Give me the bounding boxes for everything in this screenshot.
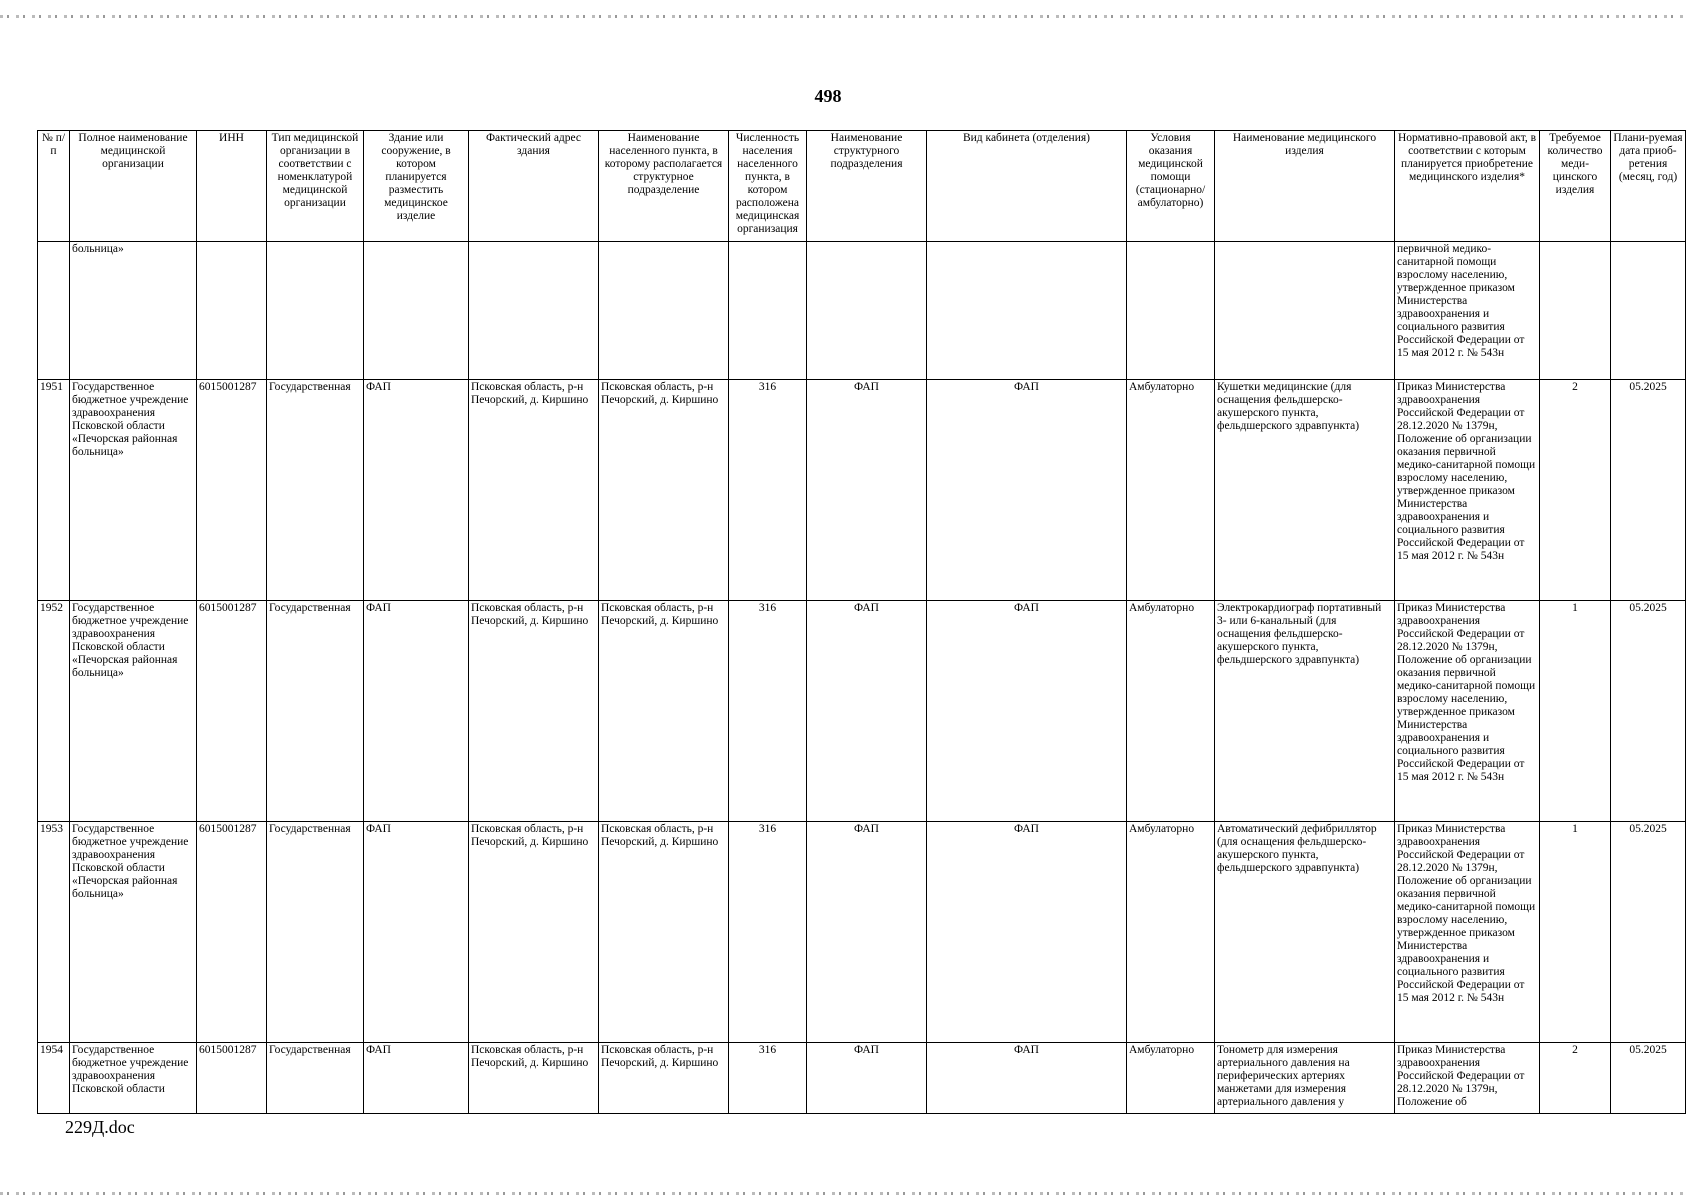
- cell-qty: 1: [1540, 601, 1611, 822]
- cell-org: Государственное бюджетное учреждение здравоохранения Псковской области «Печорская районная больница»: [70, 380, 197, 601]
- header-address: Фактический адрес здания: [469, 131, 599, 242]
- table-row: [38, 822, 1686, 1043]
- cell-num: 1954: [38, 1043, 70, 1114]
- cell-locality: Псковская область, р-н Печорский, д. Киршино: [599, 601, 729, 822]
- cell-date: 05.2025: [1611, 601, 1686, 822]
- header-unit: Наименование структурного подразделения: [807, 131, 927, 242]
- cell-qty: 2: [1540, 1043, 1611, 1114]
- header-device: Наименование медицинского изделия: [1215, 131, 1395, 242]
- cell-building: ФАП: [364, 380, 469, 601]
- cell-qty: 2: [1540, 380, 1611, 601]
- cell-cabinet: ФАП: [927, 1043, 1127, 1114]
- cell-num: 1951: [38, 380, 70, 601]
- cell-unit: ФАП: [807, 380, 927, 601]
- cell-cabinet: ФАП: [927, 380, 1127, 601]
- cell-conditions: Амбулаторно: [1127, 601, 1215, 822]
- header-locality: Наименование населенного пункта, в которому располагается структурное подразделение: [599, 131, 729, 242]
- cell-unit: ФАП: [807, 1043, 927, 1114]
- header-qty: Требуемое количество меди-цинского изделия: [1540, 131, 1611, 242]
- cell-org: Государственное бюджетное учреждение здравоохранения Псковской области «Печорская районная больница»: [70, 601, 197, 822]
- cell-building: ФАП: [364, 822, 469, 1043]
- cell-inn: 6015001287: [197, 1043, 267, 1114]
- cell-date: 05.2025: [1611, 822, 1686, 1043]
- cell-address: Псковская область, р-н Печорский, д. Киршино: [469, 822, 599, 1043]
- header-building: Здание или сооружение, в котором планируется разместить медицинское изделие: [364, 131, 469, 242]
- cell-act: Приказ Министерства здравоохранения Российской Федерации от 28.12.2020 № 1379н, Положение об: [1395, 1043, 1540, 1114]
- table-header-row: [38, 131, 1686, 242]
- cell-type: Государственная: [267, 380, 364, 601]
- cell-type: Государственная: [267, 822, 364, 1043]
- cell-org: Государственное бюджетное учреждение здравоохранения Псковской области «Печорская районная больница»: [70, 822, 197, 1043]
- cell-locality: Псковская область, р-н Печорский, д. Киршино: [599, 1043, 729, 1114]
- cell-type: Государственная: [267, 601, 364, 822]
- scan-edge-bottom: [0, 1192, 1686, 1195]
- cell-locality: Псковская область, р-н Печорский, д. Киршино: [599, 380, 729, 601]
- cell-qty: 1: [1540, 822, 1611, 1043]
- cell-population: 316: [729, 1043, 807, 1114]
- cell-inn: 6015001287: [197, 822, 267, 1043]
- header-org: Полное наименование медицинской организации: [70, 131, 197, 242]
- header-cabinet: Вид кабинета (отделения): [927, 131, 1127, 242]
- cell-conditions: Амбулаторно: [1127, 380, 1215, 601]
- cell-population: 316: [729, 822, 807, 1043]
- header-act: Нормативно-правовой акт, в соответствии с которым планируется приобретение медицинского изделия*: [1395, 131, 1540, 242]
- cell-num: 1953: [38, 822, 70, 1043]
- footer-filename: 229Д.doc: [65, 1117, 135, 1137]
- header-date: Плани-руемая дата приоб-ретения (месяц, год): [1611, 131, 1686, 242]
- medical-devices-table: [37, 130, 1686, 1114]
- cell-population: 316: [729, 380, 807, 601]
- cell-org: больница»: [70, 242, 197, 380]
- cell-act: Приказ Министерства здравоохранения Российской Федерации от 28.12.2020 № 1379н, Положение об организации оказания первичной медико-санитарной помощи взрослому населению, утвержденное приказом Министерства здравоохранения и социального развития Российской Федерации от 15 мая 2012 г. № 543н: [1395, 601, 1540, 822]
- cell-building: ФАП: [364, 1043, 469, 1114]
- cell-locality: Псковская область, р-н Печорский, д. Киршино: [599, 822, 729, 1043]
- cell-date: 05.2025: [1611, 380, 1686, 601]
- cell-device: Тонометр для измерения артериального давления на периферических артериях манжетами для измерения артериального давления у: [1215, 1043, 1395, 1114]
- header-inn: ИНН: [197, 131, 267, 242]
- table-row: [38, 601, 1686, 822]
- cell-building: ФАП: [364, 601, 469, 822]
- cell-type: Государственная: [267, 1043, 364, 1114]
- cell-act: Приказ Министерства здравоохранения Российской Федерации от 28.12.2020 № 1379н, Положение об организации оказания первичной медико-санитарной помощи взрослому населению, утвержденное приказом Министерства здравоохранения и социального развития Российской Федерации от 15 мая 2012 г. № 543н: [1395, 822, 1540, 1043]
- header-type: Тип медицинской организации в соответствии с номенклатурой медицинской организации: [267, 131, 364, 242]
- header-num: № п/п: [38, 131, 70, 242]
- cell-conditions: Амбулаторно: [1127, 822, 1215, 1043]
- cell-cabinet: ФАП: [927, 601, 1127, 822]
- scan-edge-top: [0, 15, 1686, 18]
- table-row: [38, 1043, 1686, 1114]
- cell-inn: 6015001287: [197, 380, 267, 601]
- header-conditions: Условия оказания медицинской помощи (стационарно/ амбулаторно): [1127, 131, 1215, 242]
- cell-act: первичной медико-санитарной помощи взрослому населению, утвержденное приказом Министерства здравоохранения и социального развития Российской Федерации от 15 мая 2012 г. № 543н: [1395, 242, 1540, 380]
- cell-address: Псковская область, р-н Печорский, д. Киршино: [469, 380, 599, 601]
- table-row-continuation: [38, 242, 1686, 380]
- cell-population: 316: [729, 601, 807, 822]
- cell-device: Автоматический дефибриллятор (для оснащения фельдшерско-акушерского пункта, фельдшерского здравпункта): [1215, 822, 1395, 1043]
- cell-unit: ФАП: [807, 822, 927, 1043]
- table-row: [38, 380, 1686, 601]
- cell-date: 05.2025: [1611, 1043, 1686, 1114]
- cell-device: Кушетки медицинские (для оснащения фельдшерско-акушерского пункта, фельдшерского здравпункта): [1215, 380, 1395, 601]
- cell-unit: ФАП: [807, 601, 927, 822]
- cell-device: Электрокардиограф портативный 3- или 6-канальный (для оснащения фельдшерско-акушерского пункта, фельдшерского здравпункта): [1215, 601, 1395, 822]
- cell-inn: 6015001287: [197, 601, 267, 822]
- cell-num: 1952: [38, 601, 70, 822]
- cell-cabinet: ФАП: [927, 822, 1127, 1043]
- cell-org: Государственное бюджетное учреждение здравоохранения Псковской области: [70, 1043, 197, 1114]
- cell-conditions: Амбулаторно: [1127, 1043, 1215, 1114]
- cell-act: Приказ Министерства здравоохранения Российской Федерации от 28.12.2020 № 1379н, Положение об организации оказания первичной медико-санитарной помощи взрослому населению, утвержденное приказом Министерства здравоохранения и социального развития Российской Федерации от 15 мая 2012 г. № 543н: [1395, 380, 1540, 601]
- cell-address: Псковская область, р-н Печорский, д. Киршино: [469, 1043, 599, 1114]
- header-population: Численность населения населенного пункта, в котором расположена медицинская организация: [729, 131, 807, 242]
- page-number: 498: [814, 86, 842, 106]
- cell-address: Псковская область, р-н Печорский, д. Киршино: [469, 601, 599, 822]
